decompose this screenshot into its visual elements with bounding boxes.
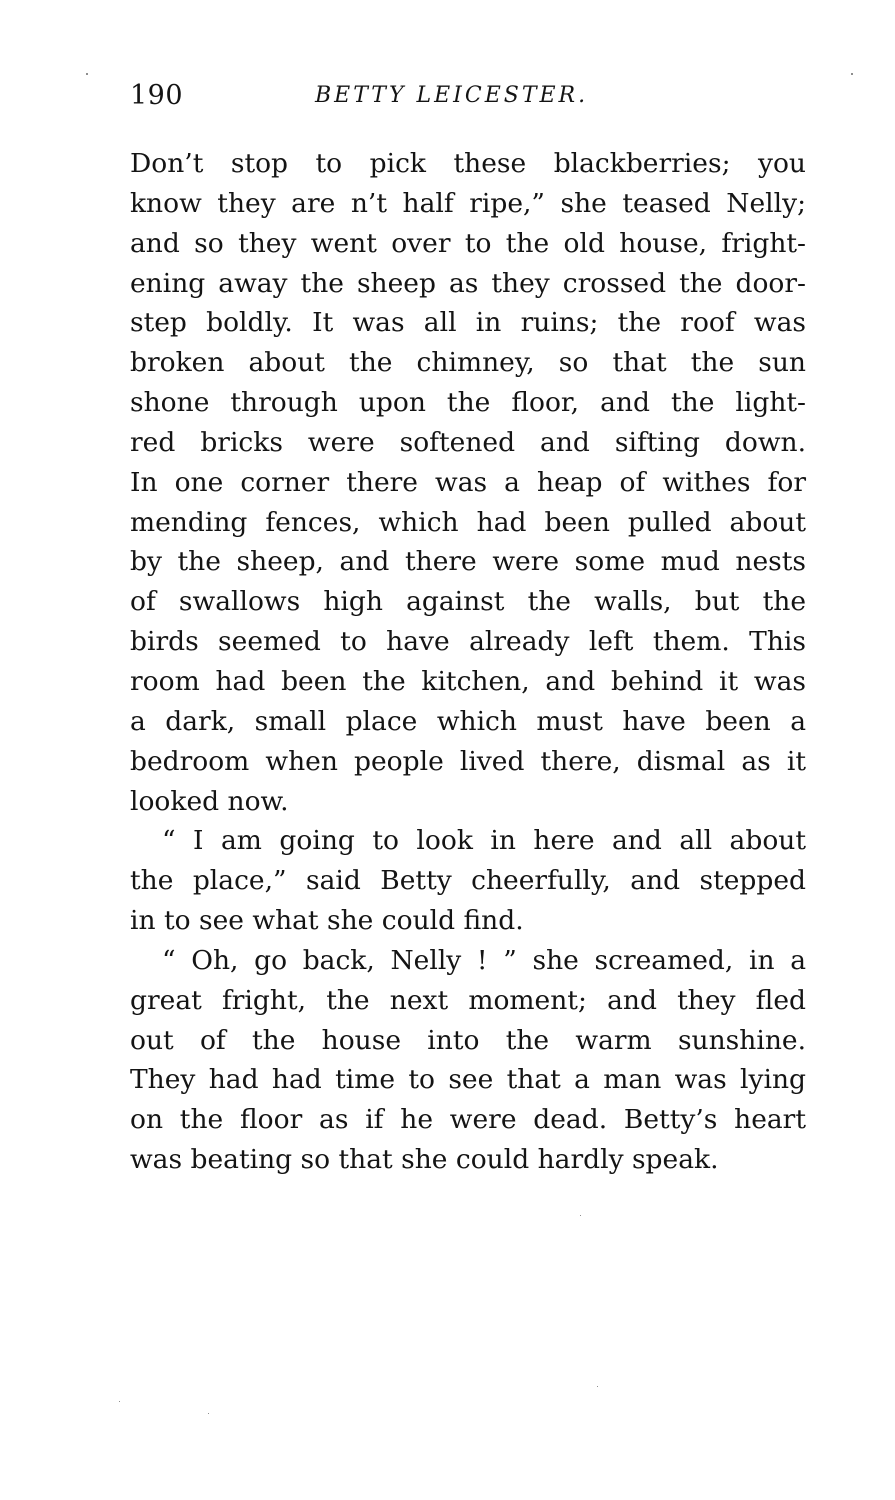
text-line: shone through upon the floor, and the light- [130,387,806,419]
paper-speck [86,73,88,75]
text-line: Don’t stop to pick these blackberries; you [130,148,806,179]
running-head [130,80,806,124]
text-line: on the floor as if he were dead. Betty’s heart [130,1104,806,1136]
text-line: birds seemed to have already left them. This [130,626,806,658]
text-line: “ Oh, go back, Nelly ! ” she screamed, in a [162,944,806,976]
paper-speck [208,1413,209,1414]
text-line: bedroom when people lived there, dismal as it [130,745,806,777]
text-line: looked now. [130,785,289,817]
text-line: the place,” said Betty cheerfully, and stepped [130,865,806,897]
body-text [130,144,806,1180]
text-line: in to see what she could find. [130,905,524,937]
text-line: In one corner there was a heap of withes for [130,466,806,498]
text-line: great fright, the next moment; and they fled [130,984,806,1016]
text-line: know they are n’t half ripe,” she teased Nelly; [130,187,806,219]
text-line: They had had time to see that a man was lying [130,1064,806,1096]
text-line: red bricks were softened and sifting down. [130,426,806,458]
text-line: out of the house into the warm sunshine. [130,1024,806,1056]
text-line: by the sheep, and there were some mud nests [130,546,806,578]
paper-speck [580,1215,581,1216]
text-line: of swallows high against the walls, but the [130,586,806,618]
text-line: was beating so that she could hardly speak. [130,1144,719,1176]
paper-speck [119,1401,120,1402]
page-number: 190 [130,80,184,111]
text-line: and so they went over to the old house, fright- [130,227,806,259]
text-line: mending fences, which had been pulled about [130,506,806,538]
running-title: BETTY LEICESTER. [315,83,589,108]
text-line: a dark, small place which must have been a [130,705,806,737]
text-line: “ I am going to look in here and all about [162,825,806,857]
text-line: broken about the chimney, so that the sun [130,347,806,379]
paper-speck [597,1386,598,1387]
text-line: ening away the sheep as they crossed the door- [130,267,806,299]
text-line: step boldly. It was all in ruins; the roof was [130,307,806,339]
paper-speck [851,73,853,75]
text-line: room had been the kitchen, and behind it was [130,665,806,697]
